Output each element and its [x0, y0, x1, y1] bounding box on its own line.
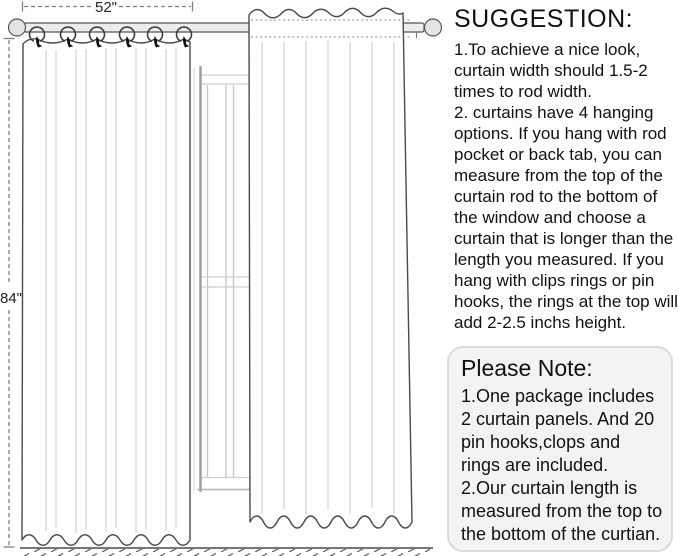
suggestion-item-2: 2. curtains have 4 hanging options. If you hang with rod pocket or back tab, you can measure from the top of the curtain rod to the bottom of the window and choose a curtain that is longer than the length you measured. If you hang with clips rings or pin hooks, the rings at the top will add 2-2.5 inchs height. — [454, 103, 678, 332]
note-item-2: 2.Our curtain length is measured from the top to the bottom of the curtian. — [461, 478, 663, 544]
floor-hatching — [24, 549, 430, 556]
length-measurement — [0, 39, 22, 548]
note-item-1: 1.One package includes 2 curtain panels. And 20 pin hooks,clops and rings are included. — [461, 386, 655, 475]
width-measurement — [23, 0, 193, 16]
please-note-box — [447, 346, 673, 552]
rod-finial-left — [9, 19, 26, 36]
suggestion-title: SUGGESTION: — [454, 5, 634, 33]
left-curtain-panel — [22, 39, 190, 545]
rod-finial-right — [425, 19, 442, 36]
floor — [20, 548, 433, 556]
suggestion-section — [454, 5, 679, 333]
suggestion-item-1: 1.To achieve a nice look, curtain width should 1.5-2 times to rod width. — [454, 40, 648, 101]
right-curtain-outline — [249, 8, 412, 528]
note-title: Please Note: — [461, 355, 593, 381]
width-measurement-label: 52" — [94, 0, 118, 16]
right-curtain-panel — [249, 8, 412, 528]
length-measurement-label: 84" — [0, 290, 23, 307]
